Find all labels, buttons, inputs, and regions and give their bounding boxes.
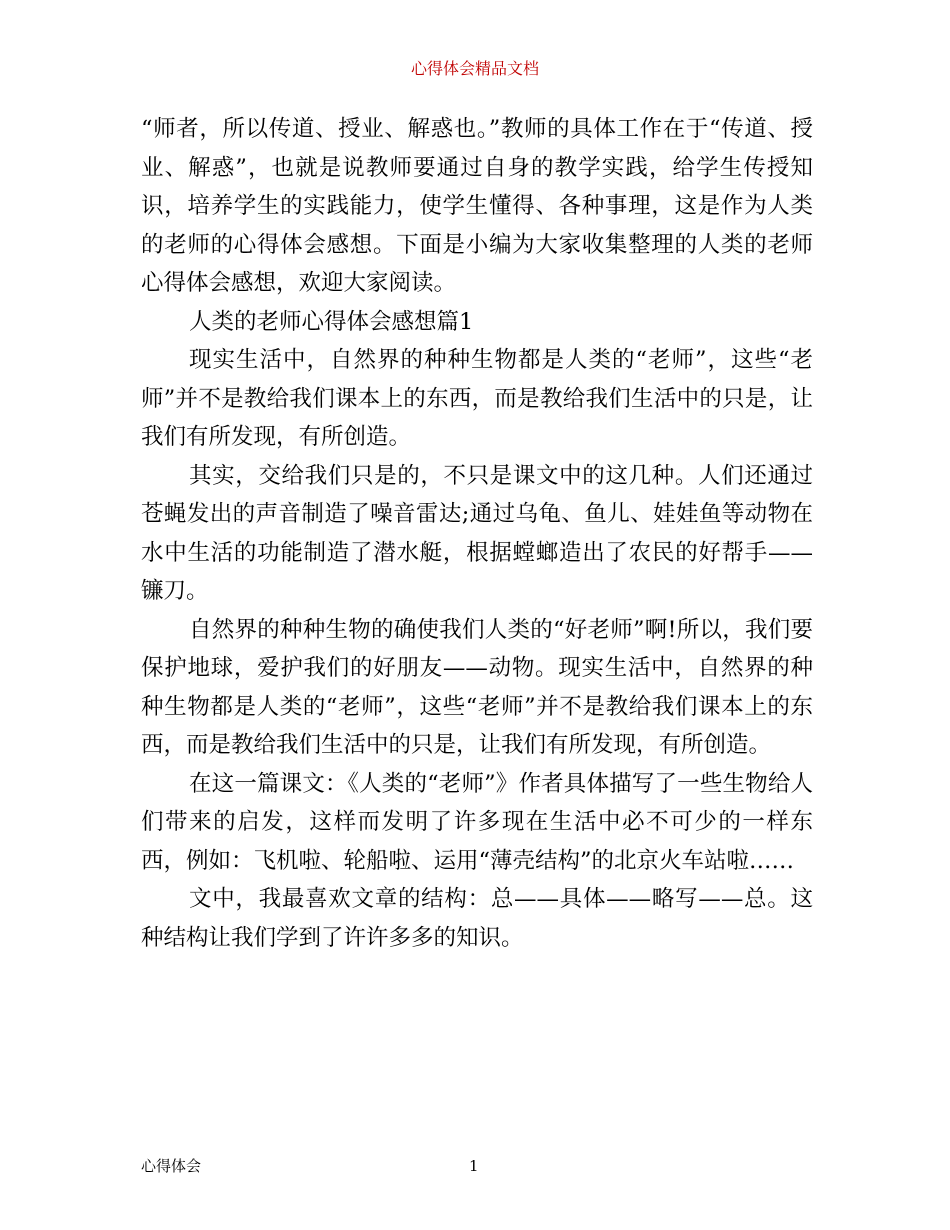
footer-label: 心得体会	[141, 1157, 202, 1175]
paragraph-intro: “师者，所以传道、授业、解惑也。”教师的具体工作在于“传道、授业、解惑”，也就是说教师要通过自身的教学实践，给学生传授知识，培养学生的实践能力，使学生懂得、各种事理，这是作为人类的老师的心得体会感想。下面是小编为大家收集整理的人类的老师心得体会感想，欢迎大家阅读。	[141, 116, 813, 296]
paragraph: 其实，交给我们只是的，不只是课文中的这几种。人们还通过苍蝇发出的声音制造了噪音雷达;通过乌龟、鱼儿、娃娃鱼等动物在水中生活的功能制造了潜水艇，根据螳螂造出了农民的好帮手——镰刀。	[141, 462, 813, 604]
paragraph: 自然界的种种生物的确使我们人类的“好老师”啊!所以，我们要保护地球，爱护我们的好朋友——动物。现实生活中，自然界的种种生物都是人类的“老师”，这些“老师”并不是教给我们课本上的东西，而是教给我们生活中的只是，让我们有所发现，有所创造。	[141, 616, 813, 758]
page-number: 1	[469, 1157, 479, 1175]
paragraph: 现实生活中，自然界的种种生物都是人类的“老师”，这些“老师”并不是教给我们课本上的东西，而是教给我们生活中的只是，让我们有所发现，有所创造。	[141, 347, 813, 450]
document-header-title: 心得体会精品文档	[410, 59, 539, 78]
section-heading: 人类的老师心得体会感想篇1	[189, 308, 474, 335]
document-body	[141, 110, 813, 957]
paragraph: 在这一篇课文：《人类的“老师”》作者具体描写了一些生物给人们带来的启发，这样而发明了许多现在生活中必不可少的一样东西，例如：飞机啦、轮船啦、运用“薄壳结构”的北京火车站啦……	[141, 770, 813, 874]
paragraph: 文中，我最喜欢文章的结构：总——具体——略写——总。这种结构让我们学到了许许多多的知识。	[141, 886, 813, 951]
